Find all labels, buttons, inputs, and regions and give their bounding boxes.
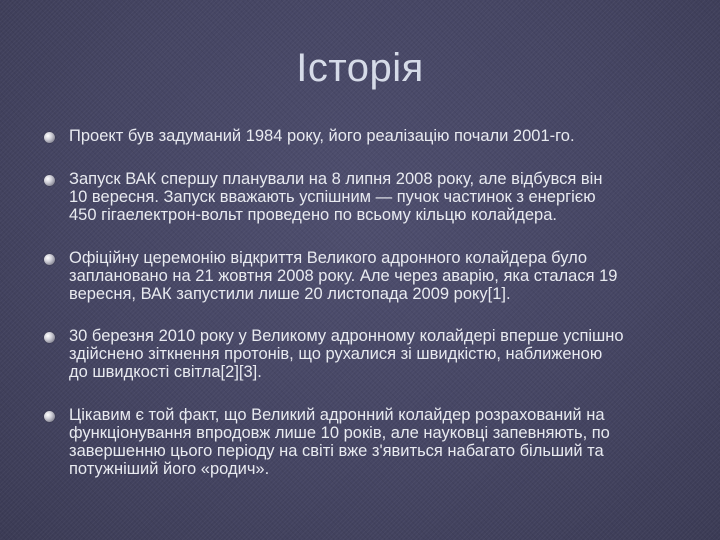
bullet-icon	[44, 132, 55, 143]
bullet-text: Цікавим є той факт, що Великий адронний колайдер розрахований на функціонування впродовж лише 10 років, але науковці запевняють, по завершенню цього періоду на світі вже з'явиться набагато більший та потужніший його «родич».	[69, 406, 610, 478]
bullet-text: Офіційну церемонію відкриття Великого адронного колайдера було заплановано на 21 жовтня 2008 року. Але через аварію, яка сталася 19 вересня, ВАК запустили лише 20 листопада 2009 року[1].	[69, 249, 618, 303]
bullet-text: Запуск ВАК спершу планували на 8 липня 2008 року, але відбувся він 10 вересня. Запуск вважають успішним — пучок частинок з енергією 450 гігаелектрон-вольт проведено по всьому кільцю колайдера.	[69, 170, 603, 224]
bullet-icon	[44, 332, 55, 343]
slide-title: Історія	[296, 46, 424, 90]
bullet-icon	[44, 254, 55, 265]
bullet-icon	[44, 175, 55, 186]
bullet-text: Проект був задуманий 1984 року, його реалізацію почали 2001-го.	[69, 127, 575, 145]
bullet-text: 30 березня 2010 року у Великому адронному колайдері вперше успішно здійснено зіткнення протонів, що рухалися зі швидкістю, наближеною до швидкості світла[2][3].	[69, 327, 624, 381]
bullet-icon	[44, 411, 55, 422]
